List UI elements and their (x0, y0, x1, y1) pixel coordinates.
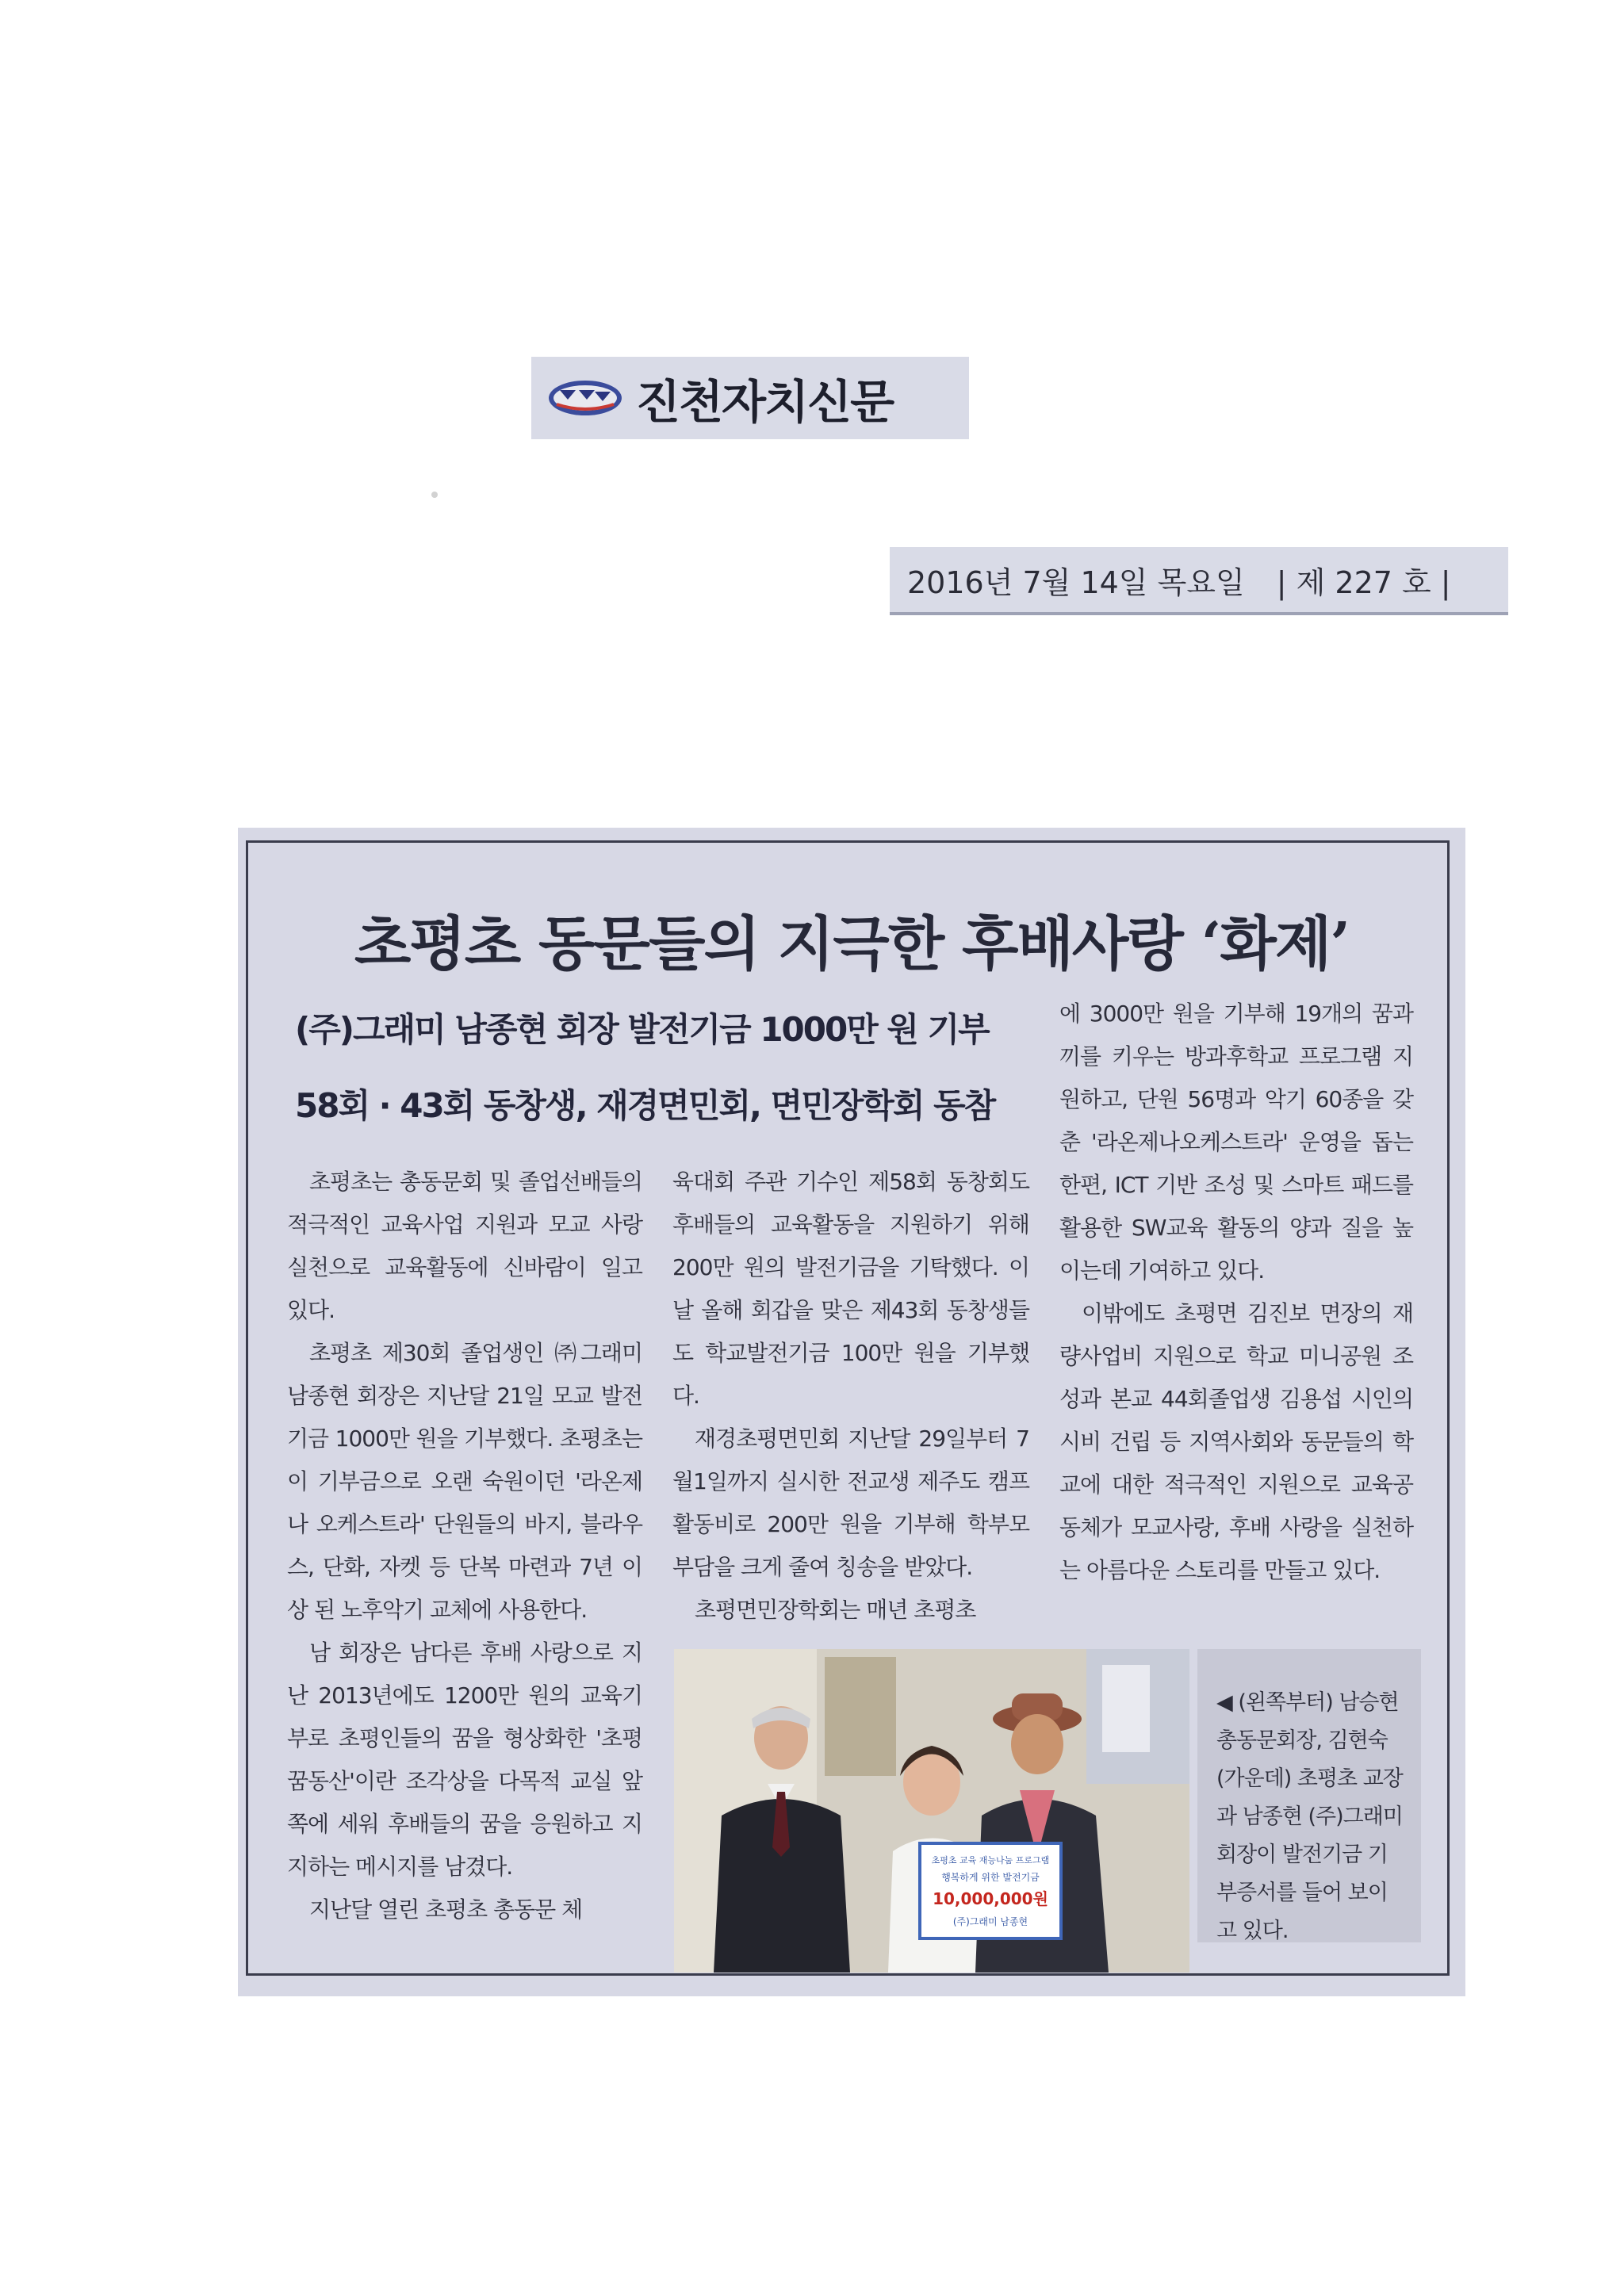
placard-line-2: 행복하게 위한 발전기금 (941, 1872, 1040, 1883)
scan-mark (431, 492, 438, 498)
article-column-2 (672, 1161, 1029, 1632)
issue-number: | 제 227 호 | (1276, 564, 1451, 600)
dateline (890, 547, 1508, 615)
publication-date: 2016년 7월 14일 목요일 (907, 564, 1245, 600)
paragraph: 지난달 열린 초평초 총동문 체 (309, 1896, 583, 1923)
photo-illustration (674, 1649, 1189, 1973)
placard-donor: (주)그래미 남종현 (952, 1916, 1028, 1927)
article-column-3 (1059, 993, 1413, 1592)
masthead (531, 357, 969, 439)
placard-amount: 10,000,000원 (933, 1889, 1048, 1908)
article-subhead-2: 58회 · 43회 동창생, 재경면민회, 면민장학회 동참 (295, 1086, 995, 1125)
paragraph: 초평초 제30회 졸업생인 ㈜그래미 남종현 회장은 지난달 21일 모교 발전기금 1000만 원을 기부했다. 초평초는 이 기부금으로 오랜 숙원이던 '라온제나 오케스트라' 단원들의 바지, 블라우스, 단화, 자켓 등 단복 마련과 7년 이상 된 노후악기 교체에 사용한다. (287, 1340, 642, 1623)
article-subhead-1: (주)그래미 남종현 회장 발전기금 1000만 원 기부 (295, 1010, 989, 1049)
article-photo (674, 1649, 1189, 1973)
paragraph: 재경초평면민회 지난달 29일부터 7월1일까지 실시한 전교생 제주도 캠프 활동비로 200만 원을 기부해 학부모 부담을 크게 줄여 칭송을 받았다. (672, 1425, 1029, 1580)
paragraph: 초평면민장학회는 매년 초평초 (695, 1597, 976, 1623)
paragraph: 남 회장은 남다른 후배 사랑으로 지난 2013년에도 1200만 원의 교육기부로 초평인들의 꿈을 형상화한 '초평 꿈동산'이란 조각상을 다목적 교실 앞쪽에 세워 후배들의 꿈을 응원하고 지지하는 메시지를 남겼다. (287, 1640, 642, 1880)
placard-line-1: 초평초 교육 재능나눔 프로그램 (931, 1855, 1050, 1866)
article-column-1 (287, 1161, 642, 1931)
paper-name: 진천자치신문 (636, 375, 894, 429)
paragraph: 초평초는 총동문회 및 졸업선배들의 적극적인 교육사업 지원과 모교 사랑 실천으로 교육활동에 신바람이 일고 있다. (287, 1169, 642, 1323)
paragraph: 이밖에도 초평면 김진보 면장의 재량사업비 지원으로 학교 미니공원 조성과 본교 44회졸업생 김용섭 시인의 시비 건립 등 지역사회와 동문들의 학교에 대한 적극적인 지원으로 교육공동체가 모교사랑, 후배 사랑을 실천하는 아름다운 스토리를 만들고 있다. (1059, 1300, 1413, 1583)
article-headline: 초평초 동문들의 지극한 후배사랑 ‘화제’ (354, 910, 1350, 978)
photo-caption: ◀ (왼쪽부터) 남승현 총동문회장, 김현숙(가운데) 초평초 교장과 남종현 (주)그래미 회장이 발전기금 기부증서를 들어 보이고 있다. (1197, 1649, 1421, 1942)
paragraph: 에 3000만 원을 기부해 19개의 꿈과 끼를 키우는 방과후학교 프로그램 지원하고, 단원 56명과 악기 60종을 갖춘 '라온제나오케스트라' 운영을 돕는 한편, ICT 기반 조성 및 스마트 패드를 활용한 SW교육 활동의 양과 질을 높이는데 기여하고 있다. (1059, 1001, 1413, 1284)
paragraph: 육대회 주관 기수인 제58회 동창회도 후배들의 교육활동을 지원하기 위해 200만 원의 발전기금을 기탁했다. 이날 올해 회갑을 맞은 제43회 동창생들도 학교발전기금 100만 원을 기부했다. (672, 1169, 1029, 1409)
jinchun-logo-icon (546, 377, 625, 419)
article (238, 828, 1465, 1996)
